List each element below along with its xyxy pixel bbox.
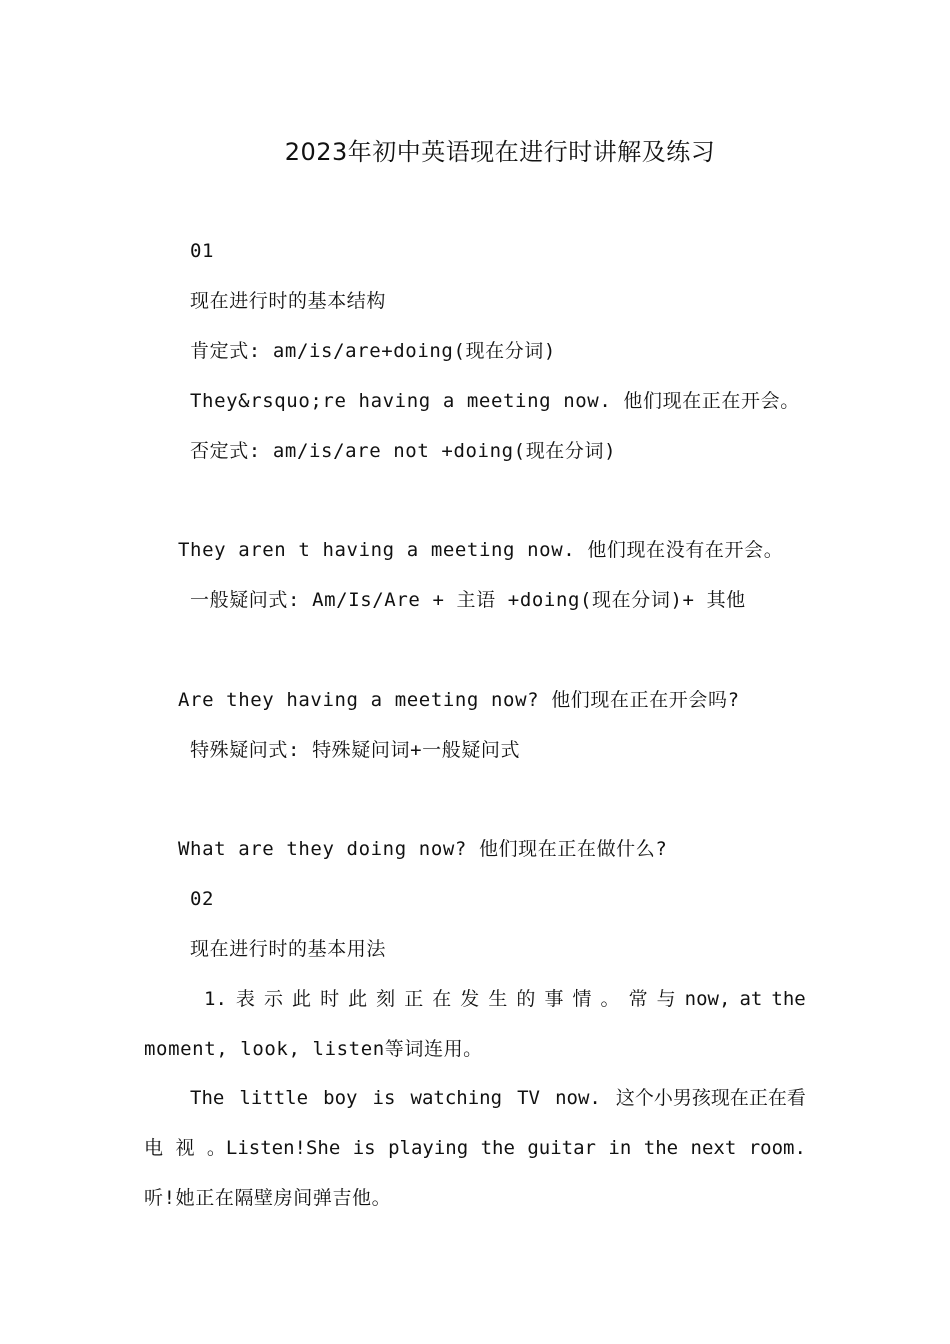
usage1-line1-word: 此 (292, 988, 312, 1010)
example1-line3: 听!她正在隔壁房间弹吉他。 (144, 1187, 392, 1209)
example1-line2-word: the (480, 1137, 515, 1159)
negative-example: They aren t having a meeting now. 他们现在没有在开会。 (178, 539, 784, 561)
example1-line1 (190, 1085, 806, 1111)
example1-line1-word: The (190, 1087, 225, 1109)
usage1-line1 (204, 986, 806, 1012)
usage1-line1-word: 此 (348, 988, 368, 1010)
usage1-line1-word: 的 (516, 988, 536, 1010)
yes-no-question-form: 一般疑问式: Am/Is/Are + 主语 +doing(现在分词)+ 其他 (190, 589, 746, 611)
usage1-line1-word: 刻 (376, 988, 396, 1010)
usage1-line1-word: 示 (263, 988, 283, 1010)
section-heading-structure: 现在进行时的基本结构 (190, 290, 387, 312)
example1-line1-word: boy (323, 1087, 358, 1109)
example1-line2-word: playing (388, 1137, 469, 1159)
example1-line1-word: now. (555, 1087, 601, 1109)
usage1-line1-word: 情 (572, 988, 592, 1010)
usage1-line1-word: 1. (204, 988, 227, 1010)
affirmative-example: They&rsquo;re having a meeting now. 他们现在正在开会。 (190, 390, 800, 412)
example1-line1-word: 这个小男孩现在正在看 (615, 1087, 806, 1109)
example1-line2-word: guitar (527, 1137, 596, 1159)
usage1-line1-word: 正 (404, 988, 424, 1010)
section-number-01: 01 (190, 240, 215, 262)
example1-line2 (144, 1135, 806, 1161)
section-heading-usage: 现在进行时的基本用法 (190, 938, 387, 960)
yes-no-question-example: Are they having a meeting now? 他们现在正在开会吗? (178, 689, 740, 711)
example1-line2-word: next (690, 1137, 737, 1159)
usage1-line1-word: 发 (460, 988, 480, 1010)
usage1-line1-word: 常 (628, 988, 648, 1010)
example1-line1-word: watching (410, 1087, 503, 1109)
example1-line1-word: little (239, 1087, 309, 1109)
example1-line2-word: room. (748, 1137, 806, 1159)
usage1-line1-word: 表 (235, 988, 255, 1010)
usage1-line1-word: 事 (544, 988, 564, 1010)
usage1-line1-word: now, (684, 988, 731, 1010)
section-number-02: 02 (190, 888, 215, 910)
example1-line1-word: TV (517, 1087, 540, 1109)
wh-question-form: 特殊疑问式: 特殊疑问词+一般疑问式 (190, 739, 521, 761)
usage1-line1-word: 生 (488, 988, 508, 1010)
wh-question-example: What are they doing now? 他们现在正在做什么? (178, 838, 668, 860)
negative-form: 否定式: am/is/are not +doing(现在分词) (190, 440, 617, 462)
example1-line2-word: 视 (175, 1137, 195, 1159)
usage1-line1-word: 与 (656, 988, 676, 1010)
example1-line2-word: the (643, 1137, 679, 1159)
usage1-line2: moment, look, listen等词连用。 (144, 1038, 483, 1060)
example1-line2-word: 电 (144, 1137, 164, 1159)
example1-line2-word: 。Listen!She (206, 1137, 341, 1159)
usage1-line1-word: 。 (600, 988, 620, 1010)
document-title: 2023年初中英语现在进行时讲解及练习 (284, 138, 716, 166)
example1-line1-word: is (372, 1087, 396, 1109)
example1-line2-word: in (608, 1137, 632, 1159)
usage1-line1-word: 时 (320, 988, 340, 1010)
usage1-line1-word: the (771, 988, 806, 1010)
usage1-line1-word: 在 (432, 988, 452, 1010)
affirmative-form: 肯定式: am/is/are+doing(现在分词) (190, 340, 556, 362)
example1-line2-word: is (352, 1137, 376, 1159)
usage1-line1-word: at (739, 988, 763, 1010)
